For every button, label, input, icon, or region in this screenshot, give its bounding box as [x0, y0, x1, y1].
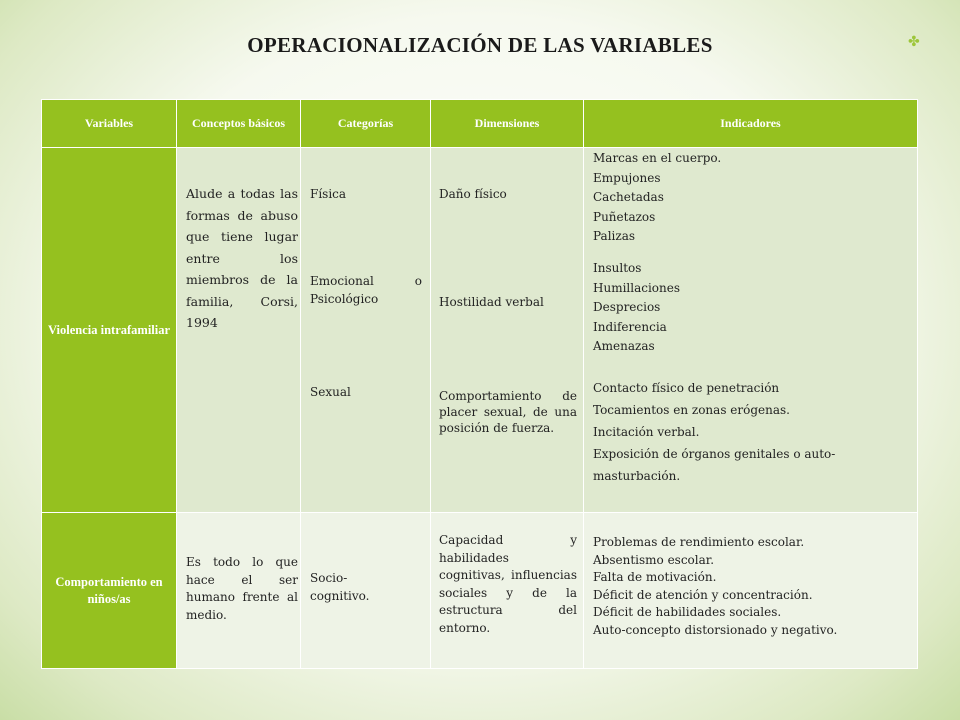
variable-cell: Comportamiento en niños/as	[42, 513, 177, 669]
dimension-dano: Daño físico	[439, 187, 507, 201]
list-item: Auto-concepto distorsionado y negativo.	[593, 622, 838, 637]
concepto-cell	[177, 148, 301, 513]
table-row	[42, 513, 918, 669]
dimensiones-cell	[431, 513, 584, 669]
header-indicadores: Indicadores	[584, 100, 918, 148]
list-item: Contacto físico de penetración	[593, 381, 780, 395]
list-item: Marcas en el cuerpo.	[593, 151, 722, 165]
header-dimensiones: Dimensiones	[431, 100, 584, 148]
list-item: Absentismo escolar.	[593, 552, 715, 567]
categoria-sexual: Sexual	[310, 385, 351, 399]
header-categorias: Categorías	[301, 100, 431, 148]
header-row	[42, 100, 918, 148]
sparkle-icon: ✤	[908, 34, 920, 50]
list-item: Humillaciones	[593, 280, 681, 295]
header-variables: Variables	[42, 100, 177, 148]
categoria-fisica: Física	[310, 187, 347, 201]
list-item: Exposición de órganos genitales o auto-masturbación.	[593, 447, 836, 483]
list-item: Déficit de habilidades sociales.	[593, 605, 782, 619]
variables-table	[41, 99, 918, 669]
concepto-text: Es todo lo que hace el ser humano frente al medio.	[186, 555, 298, 622]
list-item: Problemas de rendimiento escolar.	[593, 535, 805, 549]
dimension-hostilidad: Hostilidad verbal	[439, 295, 544, 309]
concepto-text: Alude a todas las formas de abuso que tiene lugar entre los miembros de la familia, Corsi, 1994	[186, 186, 298, 330]
table-row	[42, 148, 918, 513]
categoria-socio: Socio-cognitivo.	[310, 571, 370, 603]
list-item: Palizas	[593, 229, 635, 243]
dimension-capacidad: Capacidad y habilidades cognitivas, influencias sociales y de la estructura del entorno.	[439, 533, 577, 635]
page-title: OPERACIONALIZACIÓN DE LAS VARIABLES	[247, 33, 713, 57]
list-item: Tocamientos en zonas erógenas.	[593, 403, 790, 417]
indicadores-emocional	[593, 259, 913, 357]
list-item: Amenazas	[593, 339, 655, 353]
header-conceptos: Conceptos básicos	[177, 100, 301, 148]
list-item: Empujones	[593, 170, 661, 185]
list-item: Incitación verbal.	[593, 425, 700, 439]
categoria-emocional: Emocional o Psicológico	[310, 274, 422, 306]
categorias-cell	[301, 148, 431, 513]
indicadores-cell	[584, 148, 918, 513]
indicadores-cell	[584, 513, 918, 669]
list-item: Puñetazos	[593, 209, 656, 224]
categorias-cell	[301, 513, 431, 669]
list-item: Insultos	[593, 261, 642, 275]
concepto-cell	[177, 513, 301, 669]
list-item: Déficit de atención y concentración.	[593, 587, 813, 602]
indicadores-sexual	[593, 377, 893, 487]
indicadores-comportamiento	[593, 534, 913, 639]
list-item: Indiferencia	[593, 319, 667, 334]
list-item: Cachetadas	[593, 190, 664, 204]
dimension-comportamiento: Comportamiento de placer sexual, de una posición de fuerza.	[439, 389, 577, 435]
variable-cell: Violencia intrafamiliar	[42, 148, 177, 513]
indicadores-fisica	[593, 149, 913, 247]
list-item: Desprecios	[593, 300, 661, 314]
list-item: Falta de motivación.	[593, 570, 717, 584]
dimensiones-cell	[431, 148, 584, 513]
